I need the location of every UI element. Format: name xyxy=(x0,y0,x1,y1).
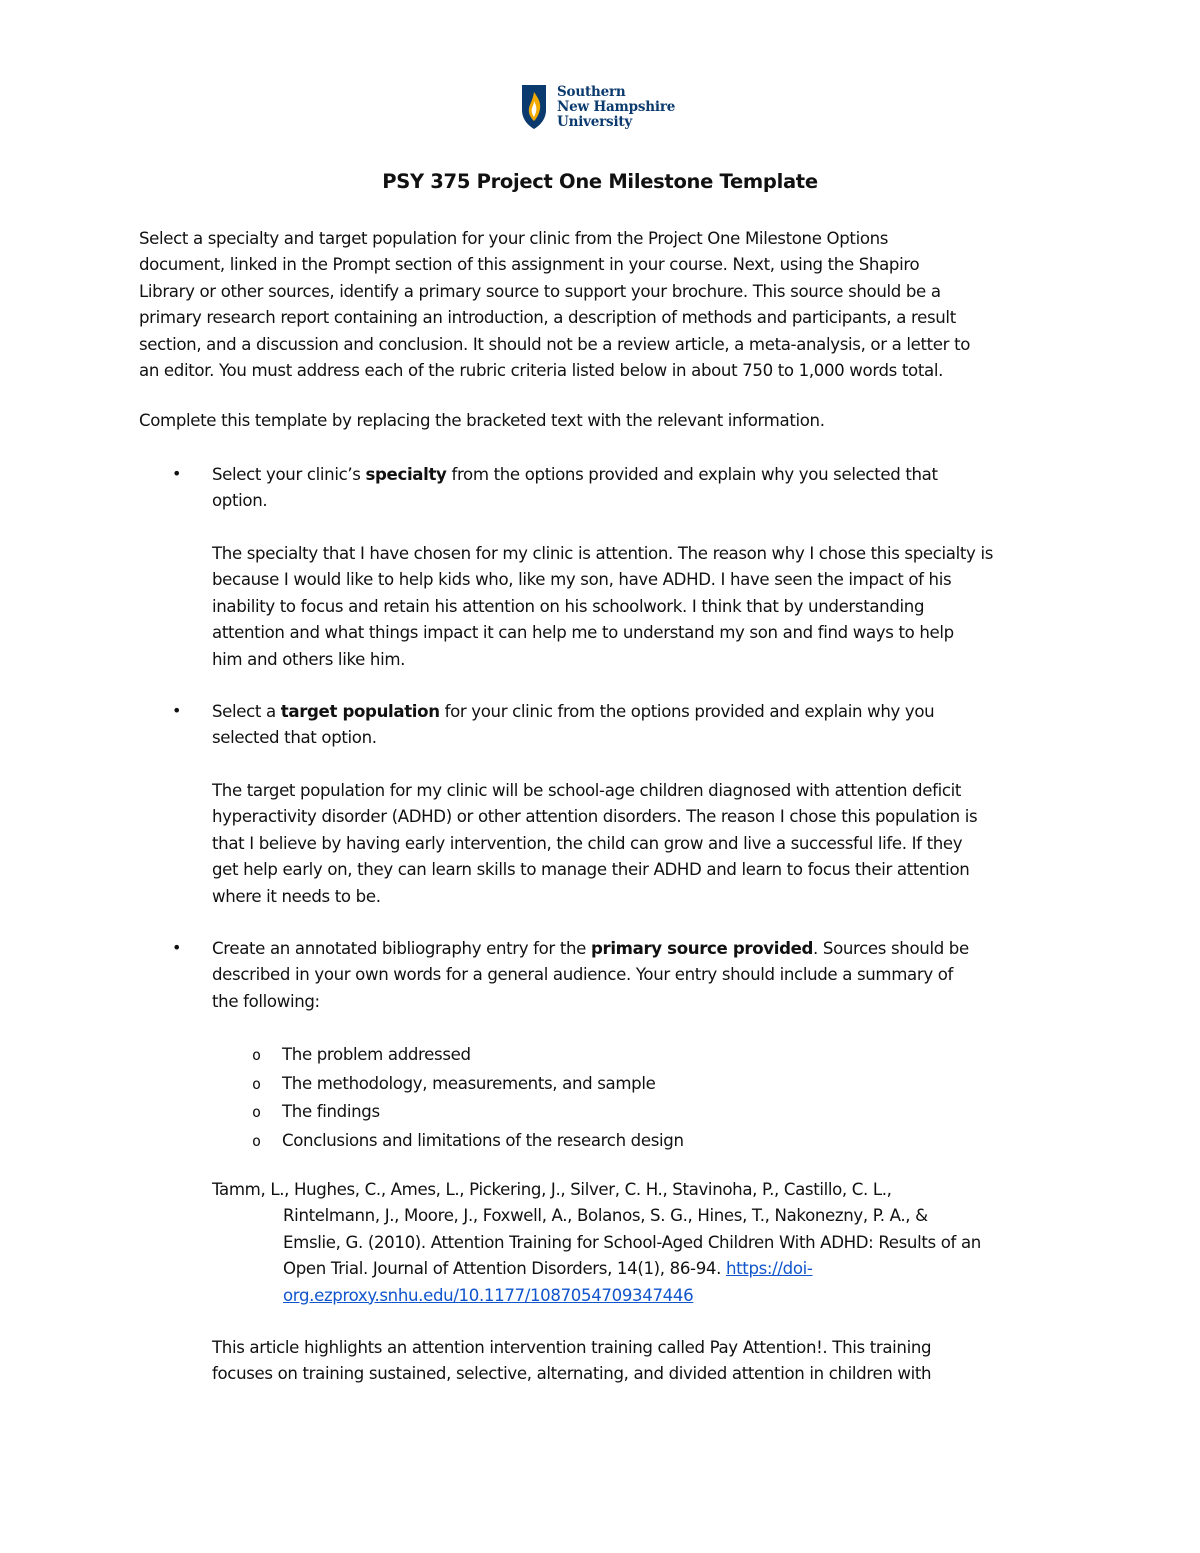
instruction-paragraph xyxy=(139,408,1069,434)
intro-line: an editor. You must address each of the rubric criteria listed below in about 750 to 1,000 words total. xyxy=(139,361,944,381)
list-item xyxy=(252,1127,684,1156)
prompt-keyword: primary source provided xyxy=(590,939,814,958)
university-logo xyxy=(521,84,675,130)
citation-line xyxy=(212,1256,981,1282)
prompt-text: for your clinic from the options provided and explain why you xyxy=(439,702,935,721)
list-item xyxy=(252,1098,684,1127)
summary-paragraph xyxy=(212,1335,931,1388)
intro-line: Library or other sources, identify a primary source to support your brochure. This source should be a xyxy=(139,281,941,301)
doi-link[interactable]: https://doi- xyxy=(725,1259,813,1279)
prompt-text: Select a xyxy=(212,702,281,721)
doi-link[interactable]: org.ezproxy.snhu.edu/10.1177/1087054709347446 xyxy=(283,1285,694,1305)
list-item-text: Conclusions and limitations of the research design xyxy=(282,1130,684,1150)
specialty-prompt xyxy=(212,462,1092,515)
list-item-text: The findings xyxy=(282,1102,380,1121)
prompt-line xyxy=(212,699,1092,725)
prompt-text: . Sources should be xyxy=(813,939,969,958)
intro-line: section, and a discussion and conclusion. It should not be a review article, a meta-analysis, or a letter to xyxy=(139,334,971,354)
specialty-answer xyxy=(212,541,1092,673)
prompt-text: Create an annotated bibliography entry for the xyxy=(212,939,591,958)
list-item xyxy=(252,1070,684,1099)
prompt-line xyxy=(212,462,1092,488)
answer-line: that I believe by having early intervention, the child can grow and live a successful life. If they xyxy=(212,833,963,853)
bullet-marker: • xyxy=(172,938,182,957)
answer-line: The target population for my clinic will be school-age children diagnosed with attention deficit xyxy=(212,781,962,800)
bullet-marker: • xyxy=(172,464,182,483)
logo-line: New Hampshire xyxy=(557,98,676,115)
prompt-line xyxy=(212,936,1092,962)
list-item-text: The methodology, measurements, and sample xyxy=(282,1073,656,1093)
apa-citation xyxy=(212,1177,981,1309)
prompt-line: described in your own words for a general audience. Your entry should include a summary of xyxy=(212,965,954,985)
prompt-line: selected that option. xyxy=(212,728,377,748)
bullet-marker: • xyxy=(172,701,182,720)
citation-line xyxy=(212,1283,981,1309)
logo-line: Southern xyxy=(557,83,626,100)
list-marker: o xyxy=(252,1046,261,1064)
citation-line: Rintelmann, J., Moore, J., Foxwell, A., Bolanos, S. G., Hines, T., Nakonezny, P. A., & xyxy=(283,1206,928,1226)
prompt-keyword: target population xyxy=(280,702,440,721)
intro-paragraph xyxy=(139,226,1069,384)
summary-checklist xyxy=(252,1041,684,1155)
list-item xyxy=(252,1041,684,1070)
list-marker: o xyxy=(252,1131,261,1150)
prompt-line: option. xyxy=(212,491,268,511)
target-population-prompt xyxy=(212,699,1092,752)
list-item-text: The problem addressed xyxy=(282,1045,471,1064)
answer-line: inability to focus and retain his attention on his schoolwork. I think that by understanding xyxy=(212,596,925,616)
summary-line: This article highlights an attention intervention training called Pay Attention!. This training xyxy=(212,1338,932,1357)
prompt-text: Select your clinic’s xyxy=(212,465,366,484)
prompt-keyword: specialty xyxy=(365,465,447,484)
summary-line: focuses on training sustained, selective, alternating, and divided attention in children with xyxy=(212,1364,932,1384)
intro-line: document, linked in the Prompt section of this assignment in your course. Next, using the Shapiro xyxy=(139,255,920,275)
target-population-answer xyxy=(212,778,1092,910)
intro-line: primary research report containing an introduction, a description of methods and participants, a result xyxy=(139,308,956,328)
citation-line: Emslie, G. (2010). Attention Training for School-Aged Children With ADHD: Results of an xyxy=(283,1232,981,1252)
answer-line: get help early on, they can learn skills to manage their ADHD and learn to focus their attention xyxy=(212,860,970,880)
page-title: PSY 375 Project One Milestone Template xyxy=(382,170,818,193)
bibliography-prompt xyxy=(212,936,1092,1015)
prompt-text: from the options provided and explain why you selected that xyxy=(446,465,938,484)
citation-line: Tamm, L., Hughes, C., Ames, L., Pickering, J., Silver, C. H., Stavinoha, P., Castillo, C. L., xyxy=(212,1180,892,1199)
list-marker: o xyxy=(252,1103,261,1121)
instruction-text: Complete this template by replacing the bracketed text with the relevant information. xyxy=(139,411,825,430)
snhu-shield-flame-icon xyxy=(521,84,547,130)
university-name xyxy=(557,85,675,130)
list-marker: o xyxy=(252,1074,261,1093)
citation-text: Open Trial. Journal of Attention Disorders, 14(1), 86-94. xyxy=(283,1259,726,1279)
intro-line: Select a specialty and target population for your clinic from the Project One Milestone Options xyxy=(139,229,889,248)
answer-line: him and others like him. xyxy=(212,649,406,669)
logo-line: University xyxy=(557,113,633,130)
prompt-line: the following: xyxy=(212,991,320,1011)
answer-line: where it needs to be. xyxy=(212,886,381,906)
answer-line: because I would like to help kids who, like my son, have ADHD. I have seen the impact of his xyxy=(212,570,952,590)
answer-line: attention and what things impact it can help me to understand my son and find ways to help xyxy=(212,623,954,643)
answer-line: The specialty that I have chosen for my clinic is attention. The reason why I chose this specialty is xyxy=(212,544,993,563)
answer-line: hyperactivity disorder (ADHD) or other attention disorders. The reason I chose this population is xyxy=(212,807,978,827)
